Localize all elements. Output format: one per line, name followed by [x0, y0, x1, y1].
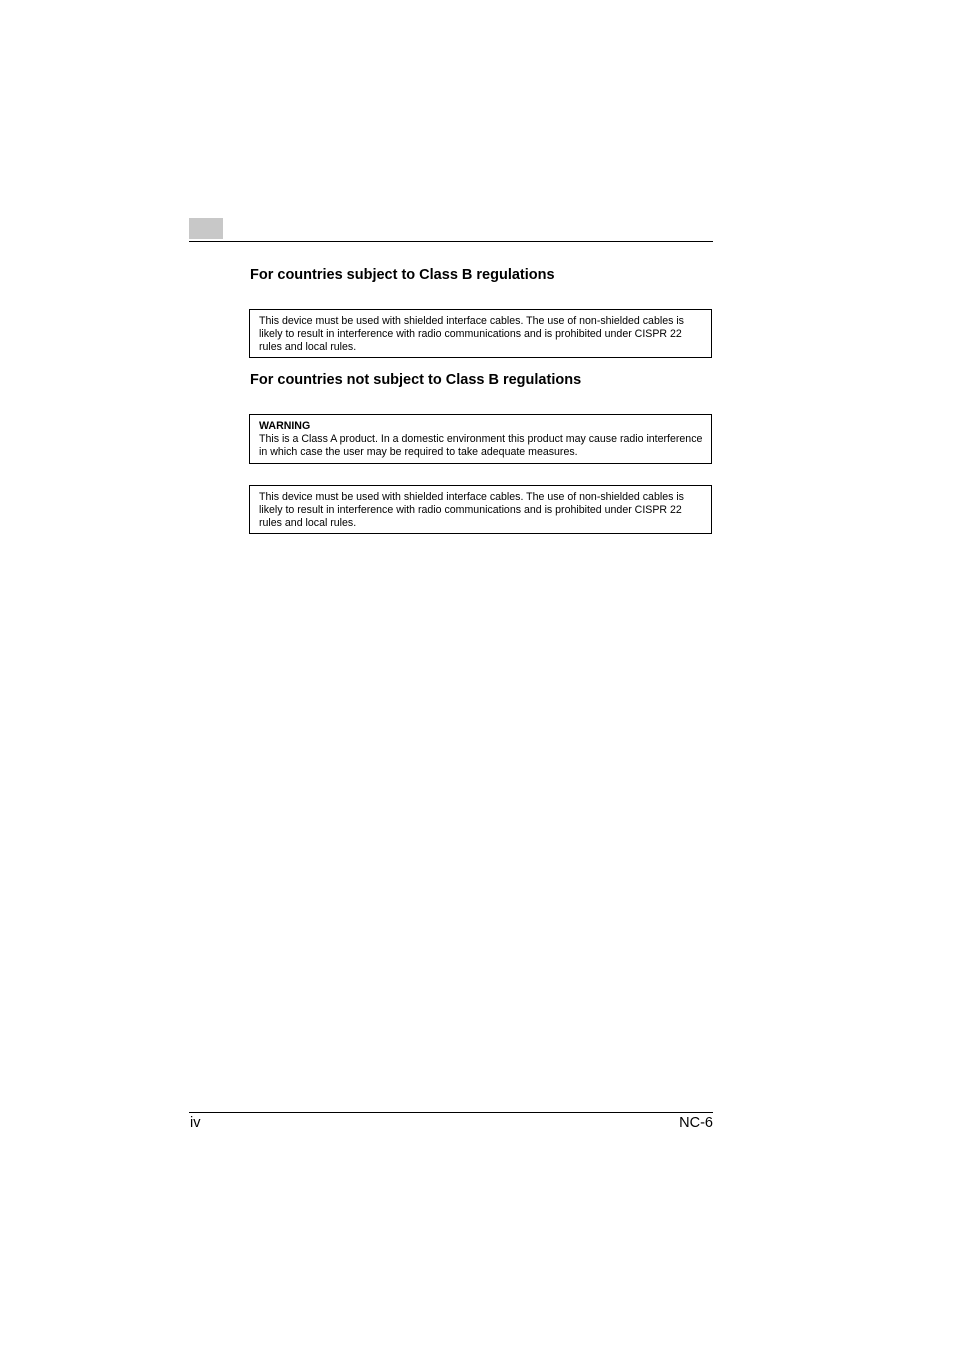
page-number: iv — [190, 1115, 201, 1131]
section-heading-not-class-b: For countries not subject to Class B regulations — [250, 372, 582, 388]
section-heading-class-b: For countries subject to Class B regulations — [250, 267, 555, 283]
warning-box — [249, 414, 712, 464]
header-tab-marker — [189, 218, 223, 239]
notice-text: This device must be used with shielded interface cables. The use of non-shielded cables is likely to result in interference with radio communications and is prohibited under CISPR 22 rules and local rules. — [259, 315, 684, 353]
product-name: NC-6 — [679, 1115, 713, 1131]
notice-box-class-b — [249, 309, 712, 358]
notice-box-not-class-b — [249, 485, 712, 534]
footer-rule — [189, 1112, 713, 1113]
notice-text: This device must be used with shielded interface cables. The use of non-shielded cables is likely to result in interference with radio communications and is prohibited under CISPR 22 rules and local rules. — [259, 491, 684, 529]
warning-title: WARNING — [259, 420, 311, 432]
header-rule — [189, 241, 713, 242]
warning-text: This is a Class A product. In a domestic environment this product may cause radio interference in which case the user may be required to take adequate measures. — [259, 432, 703, 458]
